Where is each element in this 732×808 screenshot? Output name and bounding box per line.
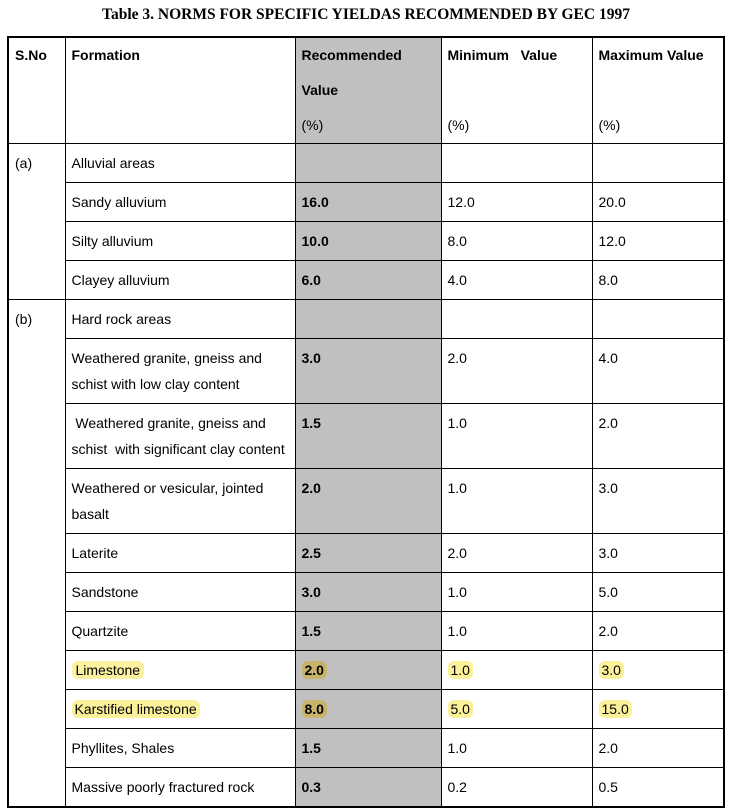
formation-cell: Sandstone bbox=[65, 573, 295, 612]
formation-cell: Quartzite bbox=[65, 612, 295, 651]
table-row bbox=[8, 183, 724, 222]
minimum-cell: 1.0 bbox=[441, 469, 592, 534]
maximum-cell: 3.0 bbox=[592, 534, 724, 573]
formation-cell: Massive poorly fractured rock bbox=[65, 768, 295, 808]
minimum-cell: 2.0 bbox=[441, 534, 592, 573]
header-recommended-line3: (%) bbox=[301, 117, 324, 133]
table-row bbox=[8, 534, 724, 573]
header-recommended-line1: Recommended bbox=[301, 47, 402, 63]
formation-cell: Clayey alluvium bbox=[65, 261, 295, 300]
formation-cell: Weathered granite, gneiss and schist with significant clay content bbox=[65, 404, 295, 469]
minimum-cell: 8.0 bbox=[441, 222, 592, 261]
header-minimum-line1: Minimum Value bbox=[447, 47, 558, 63]
minimum-cell: 0.2 bbox=[441, 768, 592, 808]
recommended-cell: 2.0 bbox=[295, 469, 441, 534]
recommended-cell: 1.5 bbox=[295, 612, 441, 651]
header-sno: S.No bbox=[8, 37, 65, 144]
recommended-cell: 1.5 bbox=[295, 729, 441, 768]
recommended-cell: 3.0 bbox=[295, 339, 441, 404]
minimum-cell: 1.0 bbox=[441, 404, 592, 469]
minimum-cell: 1.0 bbox=[441, 573, 592, 612]
minimum-cell: 1.0 bbox=[441, 612, 592, 651]
table-row bbox=[8, 612, 724, 651]
table-row bbox=[8, 339, 724, 404]
formation-cell: Phyllites, Shales bbox=[65, 729, 295, 768]
header-minimum-line2: (%) bbox=[447, 117, 470, 133]
table-row bbox=[8, 404, 724, 469]
maximum-cell: 15.0 bbox=[599, 700, 632, 718]
recommended-cell: 16.0 bbox=[295, 183, 441, 222]
recommended-cell: 1.5 bbox=[295, 404, 441, 469]
maximum-cell: 2.0 bbox=[592, 404, 724, 469]
recommended-cell: 8.0 bbox=[302, 700, 327, 718]
table-row bbox=[8, 261, 724, 300]
group-name-a: Alluvial areas bbox=[65, 144, 295, 183]
header-row bbox=[8, 37, 724, 144]
recommended-cell: 3.0 bbox=[295, 573, 441, 612]
table-row-karstified-limestone bbox=[8, 690, 724, 729]
header-recommended bbox=[295, 37, 441, 144]
formation-cell: Weathered granite, gneiss and schist with low clay content bbox=[65, 339, 295, 404]
header-maximum-line1: Maximum Value bbox=[598, 47, 704, 63]
minimum-cell: 2.0 bbox=[441, 339, 592, 404]
recommended-cell: 10.0 bbox=[295, 222, 441, 261]
formation-cell: Limestone bbox=[72, 661, 145, 679]
maximum-cell: 2.0 bbox=[592, 612, 724, 651]
header-maximum-line2: (%) bbox=[598, 117, 621, 133]
maximum-cell: 0.5 bbox=[592, 768, 724, 808]
header-formation: Formation bbox=[65, 37, 295, 144]
maximum-cell: 8.0 bbox=[592, 261, 724, 300]
maximum-cell: 3.0 bbox=[592, 469, 724, 534]
group-sno-b: (b) bbox=[8, 300, 65, 808]
table-row bbox=[8, 469, 724, 534]
table-row bbox=[8, 729, 724, 768]
recommended-cell: 2.5 bbox=[295, 534, 441, 573]
formation-cell: Sandy alluvium bbox=[65, 183, 295, 222]
maximum-cell: 4.0 bbox=[592, 339, 724, 404]
header-minimum bbox=[441, 37, 592, 144]
recommended-cell: 2.0 bbox=[302, 661, 327, 679]
table-title: Table 3. NORMS FOR SPECIFIC YIELDAS RECOMMENDED BY GEC 1997 bbox=[102, 6, 630, 23]
formation-cell: Weathered or vesicular, jointed basalt bbox=[65, 469, 295, 534]
minimum-cell: 12.0 bbox=[441, 183, 592, 222]
maximum-cell: 12.0 bbox=[592, 222, 724, 261]
group-row-a bbox=[8, 144, 724, 183]
header-maximum bbox=[592, 37, 724, 144]
table-row bbox=[8, 222, 724, 261]
group-row-b bbox=[8, 300, 724, 339]
formation-cell: Silty alluvium bbox=[65, 222, 295, 261]
maximum-cell: 5.0 bbox=[592, 573, 724, 612]
minimum-cell: 1.0 bbox=[441, 729, 592, 768]
recommended-cell: 0.3 bbox=[295, 768, 441, 808]
group-sno-a: (a) bbox=[8, 144, 65, 300]
maximum-cell: 2.0 bbox=[592, 729, 724, 768]
minimum-cell: 4.0 bbox=[441, 261, 592, 300]
maximum-cell: 20.0 bbox=[592, 183, 724, 222]
table-row-limestone bbox=[8, 651, 724, 690]
table-row bbox=[8, 768, 724, 808]
formation-cell: Laterite bbox=[65, 534, 295, 573]
header-recommended-line2: Value bbox=[301, 82, 339, 98]
group-name-b: Hard rock areas bbox=[65, 300, 295, 339]
maximum-cell: 3.0 bbox=[599, 661, 624, 679]
formation-cell: Karstified limestone bbox=[72, 700, 200, 718]
table-row bbox=[8, 573, 724, 612]
minimum-cell: 5.0 bbox=[448, 700, 473, 718]
recommended-cell: 6.0 bbox=[295, 261, 441, 300]
minimum-cell: 1.0 bbox=[448, 661, 473, 679]
specific-yield-table bbox=[7, 36, 725, 808]
